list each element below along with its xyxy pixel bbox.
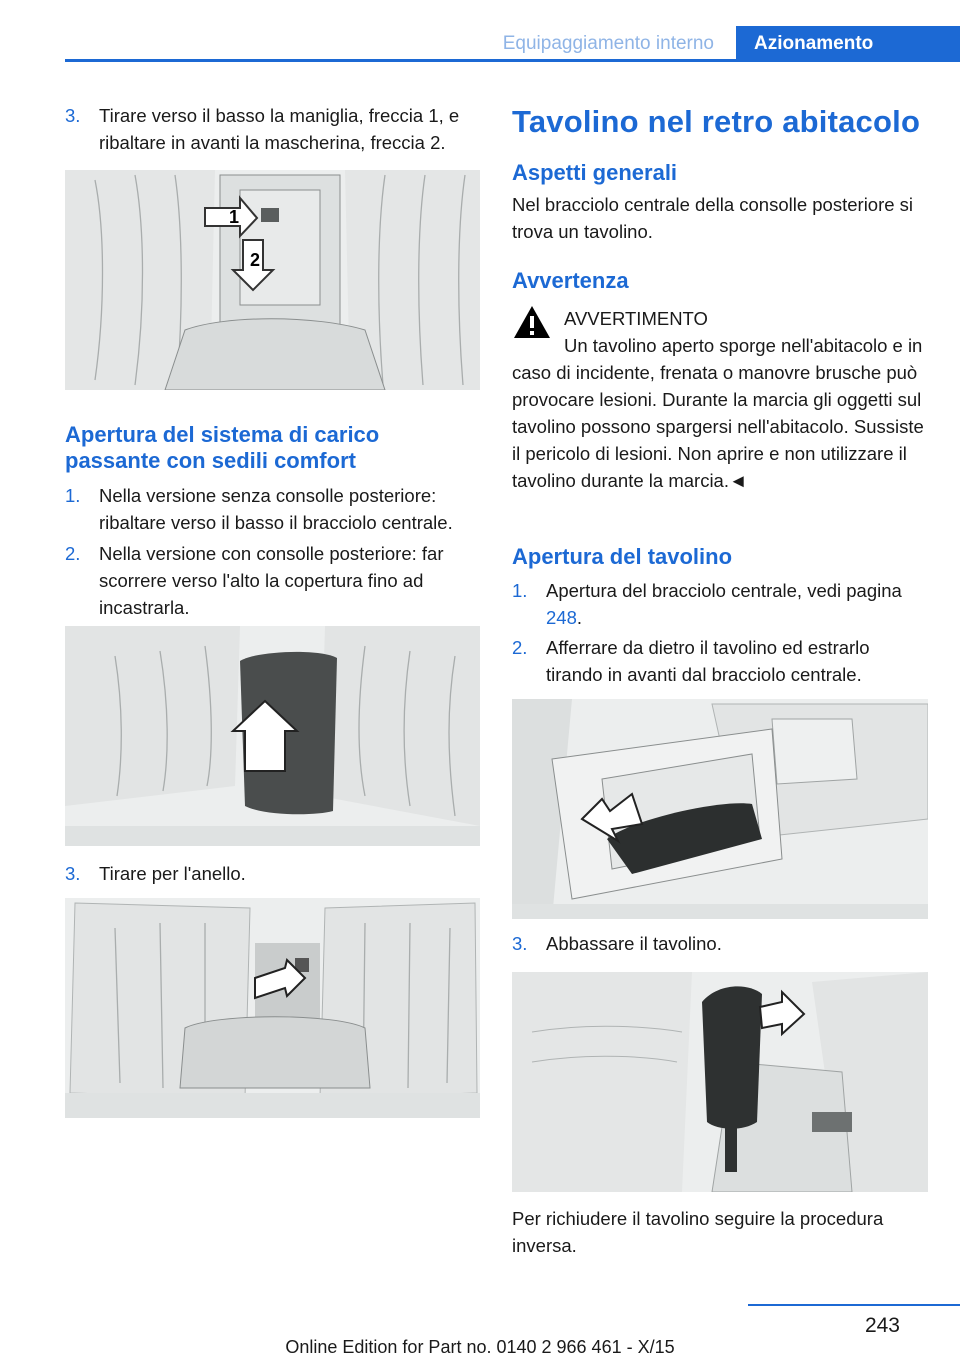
closing-text: Per richiudere il tavolino seguire la procedura inversa. <box>512 1208 884 1256</box>
step-number: 2. <box>65 543 81 564</box>
header-section-title: Equipaggiamento interno <box>502 33 714 54</box>
step-number: 2. <box>512 637 528 658</box>
warning-label: AVVERTIMENTO <box>564 308 708 329</box>
figure-label-2: 2 <box>250 250 261 270</box>
step-text: Nella versione senza consolle posteriore: ribaltare verso il basso il bracciolo centrale. <box>99 485 453 533</box>
step-text: Nella versione con consolle posteriore: far scorrere verso l'alto la copertura fino ad incastrarla. <box>99 543 444 618</box>
figure-table-lower <box>512 972 928 1192</box>
step-number: 1. <box>512 580 528 601</box>
right-step-2 <box>512 634 928 690</box>
figure-pull-ring <box>65 898 480 1118</box>
left-step-3-bottom <box>65 860 480 888</box>
heading-warning: Avvertenza <box>512 268 629 293</box>
step-number: 3. <box>512 933 528 954</box>
figure-armrest-handle <box>65 170 480 390</box>
header-chapter-tab: Azionamento <box>736 26 960 62</box>
page-link-248[interactable]: 248 <box>546 607 577 628</box>
left-step-2 <box>65 540 480 624</box>
figure-label-1: 1 <box>229 207 240 227</box>
step-text: Tirare per l'anello. <box>99 863 246 884</box>
step-number: 3. <box>65 863 81 884</box>
right-step-3 <box>512 930 928 958</box>
figure-table-pull <box>512 699 928 919</box>
heading-general: Aspetti generali <box>512 160 678 185</box>
page-number: 243 <box>864 1314 900 1337</box>
warning-text: Un tavolino aperto sporge nell'abitacolo e in caso di incidente, frenata o manovre brusche può provocare lesioni. Durante la marcia gli oggetti sul tavolino possono spargersi nell'abitacolo. Sussiste il pericolo di lesioni. Non aprire e non utilizzare il tavolino durante la marcia.◄ <box>512 335 924 491</box>
step-text: Apertura del bracciolo centrale, vedi pagina 248. <box>546 580 902 628</box>
right-step-1 <box>512 577 928 633</box>
left-step-3-top <box>65 102 480 158</box>
general-text: Nel bracciolo centrale della consolle posteriore si trova un tavolino. <box>512 194 914 242</box>
step-text: Abbassare il tavolino. <box>546 933 722 954</box>
step-text: Afferrare da dietro il tavolino ed estrarlo tirando in avanti dal bracciolo centrale. <box>546 637 870 685</box>
section-heading-passthrough: Apertura del sistema di carico passante con sedili comfort <box>65 422 380 473</box>
page-title: Tavolino nel retro abitacolo <box>512 104 921 139</box>
footer-edition: Online Edition for Part no. 0140 2 966 461 - X/15 <box>285 1337 675 1357</box>
step-number: 3. <box>65 105 81 126</box>
footer-rule <box>748 1304 960 1306</box>
header-rule <box>65 59 960 62</box>
step-number: 1. <box>65 485 81 506</box>
figure-cover-slide-up <box>65 626 480 846</box>
left-step-1 <box>65 482 480 538</box>
step-text: Tirare verso il basso la maniglia, freccia 1, e ribaltare in avanti la mascherina, freccia 2. <box>99 105 460 153</box>
heading-opening: Apertura del tavolino <box>512 544 733 569</box>
